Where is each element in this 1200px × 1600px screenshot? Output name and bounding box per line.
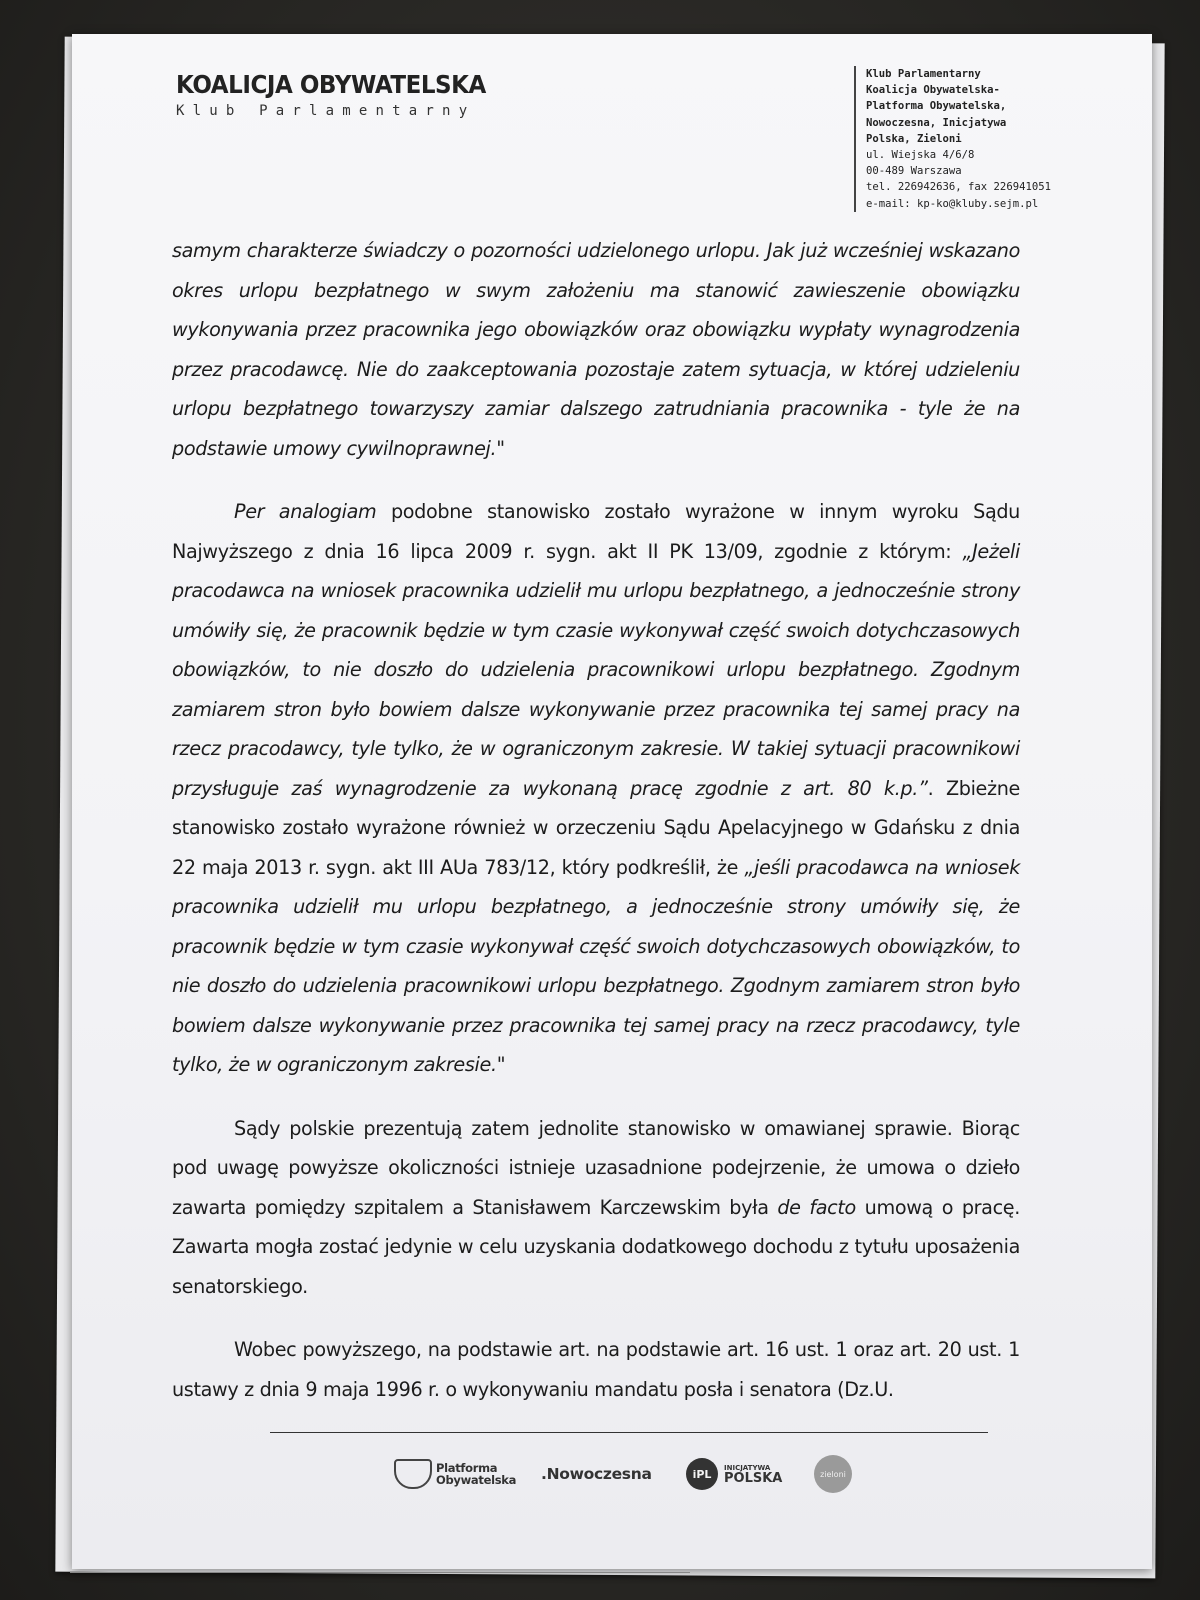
address-line: Koalicja Obywatelska- (866, 84, 1000, 97)
document-page (72, 34, 1152, 1569)
address-line: Platforma Obywatelska, (866, 100, 1007, 113)
paragraph-text: umową o pracę. Zawarta mogła zostać jedynie w celu uzyskania dodatkowego dochodu z tytułu uposażenia senatorskiego. (172, 1195, 1020, 1298)
platforma-logo (394, 1452, 516, 1496)
platforma-line2: Obywatelska (436, 1473, 517, 1487)
paragraph-2 (172, 492, 1020, 1085)
paragraph-3 (172, 1109, 1020, 1307)
latin-phrase: Per analogiam (234, 500, 377, 523)
quote-continuation: samym charakterze świadczy o pozorności udzielonego urlopu. Jak już wcześniej wskazano okres urlopu bezpłatnego w swym założeniu ma stanowić zawieszenie obowiązku wykonywania przez pracownika jego obowiązków oraz obowiązku wypłaty wynagrodzenia przez pracodawcę. Nie do zaakceptowania pozostaje zatem sytuacja, w której udzieleniu urlopu bezpłatnego towarzyszy zamiar dalszego zatrudniania pracownika - tyle że na podstawie umowy cywilnoprawnej." (172, 239, 1020, 460)
nowoczesna-logo: .Nowoczesna (541, 1465, 652, 1483)
paragraph-text: Wobec powyższego, na podstawie art. na podstawie art. 16 ust. 1 oraz art. 20 ust. 1 ustawy z dnia 9 maja 1996 r. o wykonywaniu mandatu posła i senatora (Dz.U. (172, 1338, 1020, 1401)
letterhead-logo (176, 70, 513, 119)
party-logos (394, 1452, 874, 1502)
inicjatywa-polska-logo (686, 1452, 782, 1496)
ipl-mark-icon: iPL (686, 1458, 718, 1490)
address-line: Klub Parlamentarny (866, 68, 981, 80)
address-block (854, 66, 1066, 212)
org-title: KOALICJA OBYWATELSKA (176, 70, 486, 99)
latin-phrase: de facto (777, 1195, 856, 1219)
paragraph-text: Sądy polskie prezentują zatem jednolite stanowisko w omawianej sprawie. Biorąc pod uwagę powyższe okoliczności istnieje uzasadnione podejrzenie, że umowa o dzieło zawarta pomiędzy szpitalem a Stanisławem Karczewskim była (172, 1116, 1020, 1219)
letter-body (172, 231, 1020, 1409)
zieloni-logo (814, 1452, 852, 1496)
platforma-line1: Platforma (436, 1461, 498, 1475)
address-line: ul. Wiejska 4/6/8 (866, 149, 975, 162)
paragraph-text: . Zbieżne stanowisko zostało wyrażone również w orzeczeniu Sądu Apelacyjnego w Gdańsku z dnia 22 maja 2013 r. sygn. akt III AUa 783/12, który podkreślił, że (172, 776, 1021, 879)
address-line: Polska, Zieloni (866, 132, 962, 145)
platforma-mark-icon (394, 1459, 432, 1489)
paragraph-4 (172, 1330, 1020, 1409)
address-line: e-mail: kp-ko@kluby.sejm.pl (866, 197, 1039, 210)
address-line: tel. 226942636, fax 226941051 (866, 181, 1051, 194)
paragraph-text: podobne stanowisko zostało wyrażone w innym wyroku Sądu Najwyższego z dnia 16 lipca 2009 r. sygn. akt II PK 13/09, zgodnie z którym: (172, 500, 1020, 563)
address-line: 00-489 Warszawa (866, 165, 962, 178)
org-subtitle: Klub Parlamentarny (176, 103, 476, 119)
paragraph-1 (172, 231, 1020, 468)
footer-divider (270, 1432, 988, 1433)
ipl-line1: INICJATYWA (724, 1463, 771, 1472)
ipl-line2: POLSKA (724, 1470, 783, 1486)
page-bottom-edge (70, 1572, 690, 1573)
zieloni-mark-icon: zieloni (814, 1455, 852, 1493)
court-quote-2: „jeśli pracodawca na wniosek pracownika udzielił mu urlopu bezpłatnego, a jednocześnie strony umówiły się, że pracownik będzie w tym czasie wykonywał część swoich dotychczasowych obowiązków, to nie doszło do udzielenia pracownikowi urlopu bezpłatnego. Zgodnym zamiarem stron było bowiem dalsze wykonywanie przez pracownika tej samej pracy na rzecz pracodawcy, tyle tylko, że w ograniczonym zakresie." (172, 855, 1020, 1076)
address-line: Nowoczesna, Inicjatywa (866, 116, 1007, 129)
court-quote-1: „Jeżeli pracodawca na wniosek pracownika udzielił mu urlopu bezpłatnego, a jednocześnie strony umówiły się, że pracownik będzie w tym czasie wykonywał część swoich dotychczasowych obowiązków, to nie doszło do udzielenia pracownikowi urlopu bezpłatnego. Zgodnym zamiarem stron było bowiem dalsze wykonywanie przez pracownika tej samej pracy na rzecz pracodawcy, tyle tylko, że w ograniczonym zakresie. W takiej sytuacji pracownikowi przysługuje zaś wynagrodzenie za wykonaną pracę zgodnie z art. 80 k.p.” (172, 539, 1020, 800)
